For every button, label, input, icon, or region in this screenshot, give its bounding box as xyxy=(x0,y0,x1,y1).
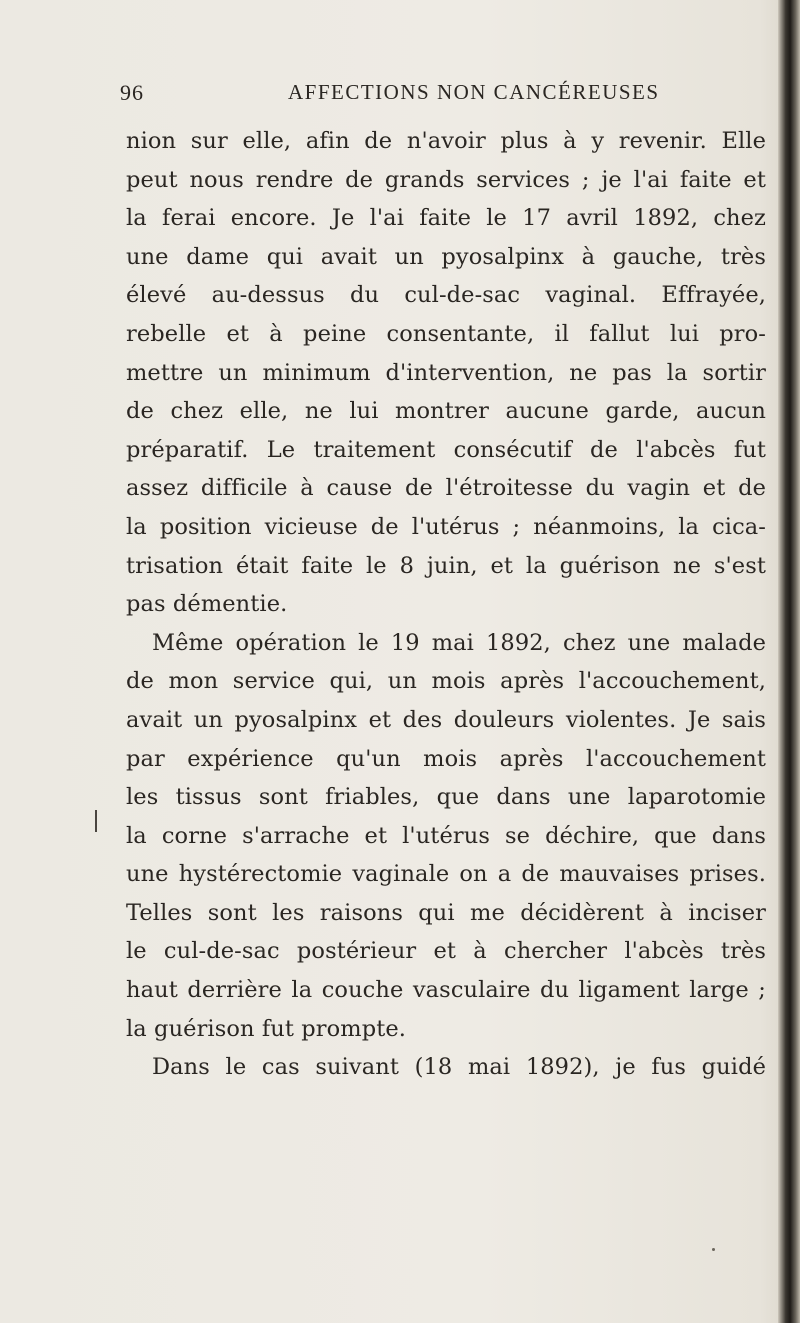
text-line: avait un pyosalpinx et des douleurs violentes. Je sais xyxy=(126,706,766,733)
text-line: par expérience qu'un mois après l'accouchement xyxy=(126,745,766,772)
margin-mark xyxy=(95,810,97,832)
text-line: de mon service qui, un mois après l'accouchement, xyxy=(126,668,766,695)
running-head: AFFECTIONS NON CANCÉREUSES xyxy=(288,80,660,104)
body-text xyxy=(126,122,766,1087)
text-line: haut derrière la couche vasculaire du ligament large ; xyxy=(126,977,766,1004)
text-line: trisation était faite le 8 juin, et la guérison ne s'est xyxy=(126,552,766,579)
text-line: Telles sont les raisons qui me décidèrent à inciser xyxy=(126,899,766,926)
text-line: les tissus sont friables, que dans une laparotomie xyxy=(126,784,766,811)
text-line: rebelle et à peine consentante, il fallut lui pro- xyxy=(126,320,766,347)
page-header xyxy=(120,80,750,114)
paragraph-end-line: la guérison fut prompte. xyxy=(126,1015,407,1042)
page-edge-shadow xyxy=(778,0,800,1323)
text-line: préparatif. Le traitement consécutif de l'abcès fut xyxy=(126,436,766,463)
paper-speck xyxy=(712,1248,715,1251)
paragraph-end-line: pas démentie. xyxy=(126,591,288,618)
page-number: 96 xyxy=(120,80,144,105)
paragraph-start-line: Même opération le 19 mai 1892, chez une malade xyxy=(152,629,766,656)
text-line: la ferai encore. Je l'ai faite le 17 avril 1892, chez xyxy=(126,205,766,232)
text-line: peut nous rendre de grands services ; je l'ai faite et xyxy=(126,166,766,193)
text-line: mettre un minimum d'intervention, ne pas la sortir xyxy=(126,359,766,386)
paragraph-start-line: Dans le cas suivant (18 mai 1892), je fus guidé xyxy=(152,1054,766,1081)
text-line: la corne s'arrache et l'utérus se déchire, que dans xyxy=(126,822,766,849)
text-line: une dame qui avait un pyosalpinx à gauche, très xyxy=(126,243,766,270)
text-line: une hystérectomie vaginale on a de mauvaises prises. xyxy=(126,861,766,888)
text-line: assez difficile à cause de l'étroitesse du vagin et de xyxy=(126,475,766,502)
text-line: élevé au-dessus du cul-de-sac vaginal. Effrayée, xyxy=(126,282,766,309)
text-line: le cul-de-sac postérieur et à chercher l'abcès très xyxy=(126,938,766,965)
text-line: la position vicieuse de l'utérus ; néanmoins, la cica- xyxy=(126,513,766,540)
text-line: nion sur elle, afin de n'avoir plus à y revenir. Elle xyxy=(126,128,766,154)
text-line: de chez elle, ne lui montrer aucune garde, aucun xyxy=(126,398,766,425)
